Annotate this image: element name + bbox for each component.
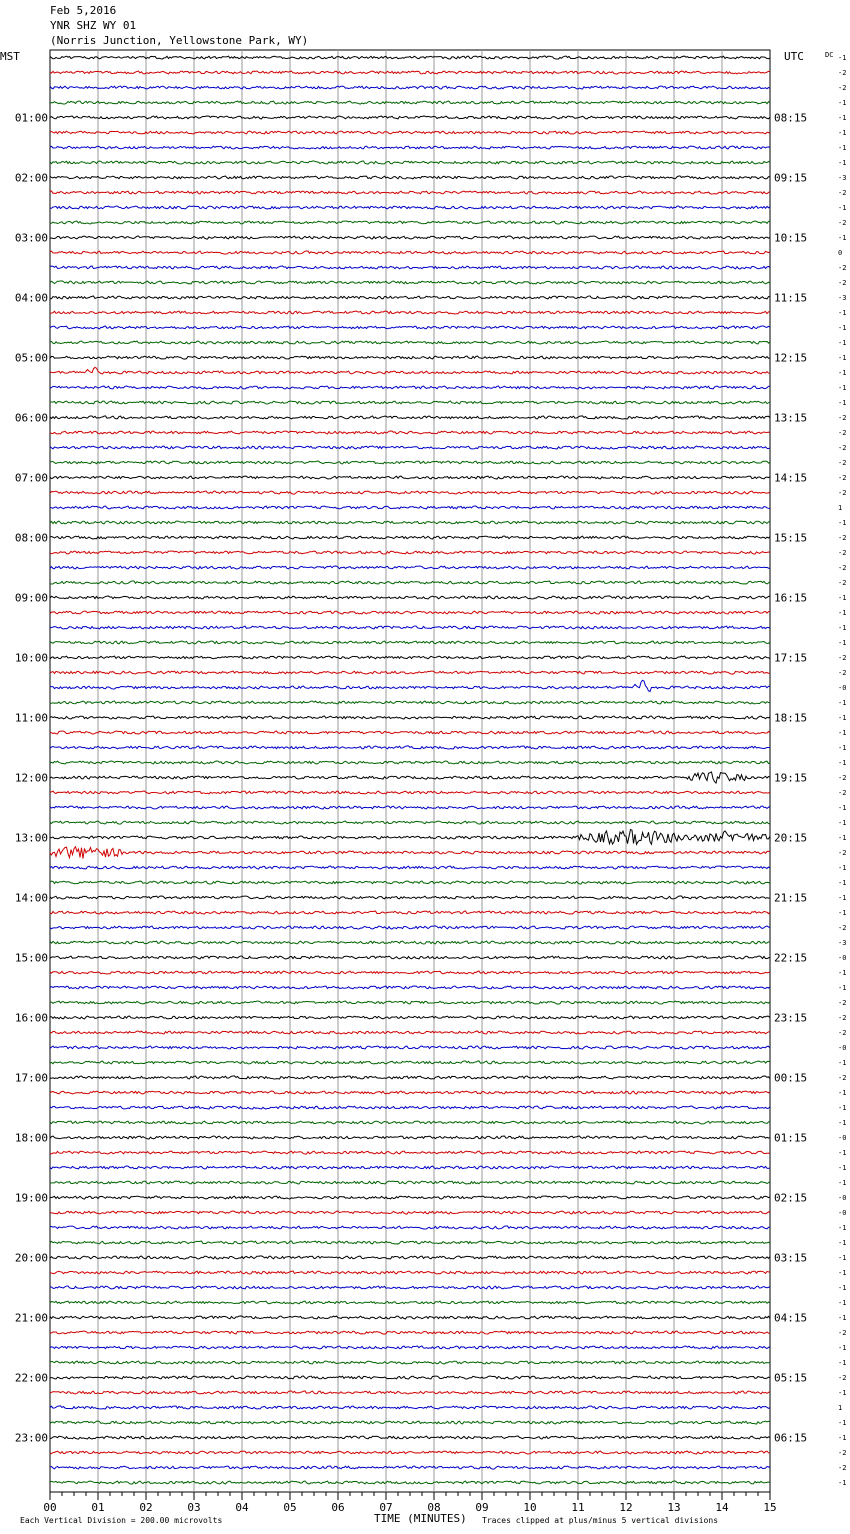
dc-offset-label: -1: [838, 1314, 847, 1322]
trace-row-62: [50, 971, 770, 974]
dc-offset-label: -1: [838, 984, 847, 992]
trace-row-69: [50, 1076, 770, 1079]
dc-offset-label: -1: [838, 909, 847, 917]
dc-offset-label: -1: [838, 864, 847, 872]
mst-hour-label: 01:00: [14, 111, 48, 125]
utc-hour-label: 14:15: [774, 471, 808, 485]
mst-hour-label: 10:00: [14, 651, 48, 665]
dc-offset-label: -1: [838, 729, 847, 737]
mst-hour-label: 21:00: [14, 1311, 48, 1325]
mst-hour-label: 12:00: [14, 771, 48, 785]
utc-hour-label: 04:15: [774, 1311, 808, 1325]
left-axis-label: MST: [0, 50, 20, 63]
dc-offset-label: -1: [838, 894, 847, 902]
dc-offset-label: -1: [838, 309, 847, 317]
x-tick-label: 13: [667, 1501, 681, 1514]
dc-offset-label: -1: [838, 879, 847, 887]
trace-row-2: [50, 71, 770, 74]
dc-offset-label: -1: [838, 1389, 847, 1397]
dc-offset-label: -1: [838, 744, 847, 752]
dc-offset-label: -1: [838, 594, 847, 602]
trace-row-53: [50, 830, 770, 845]
dc-offset-label: -1: [838, 1359, 847, 1367]
dc-offset-label: 1: [838, 504, 843, 512]
time-grid: [50, 50, 770, 1500]
trace-row-12: [50, 221, 770, 224]
x-tick-label: 02: [139, 1501, 153, 1514]
trace-row-23: [50, 386, 770, 389]
trace-row-27: [50, 446, 770, 449]
trace-row-4: [50, 101, 770, 104]
trace-row-8: [50, 161, 770, 164]
mst-hour-label: 05:00: [14, 351, 48, 365]
trace-row-47: [50, 746, 770, 749]
trace-row-26: [50, 431, 770, 434]
trace-row-48: [50, 761, 770, 764]
dc-offset-label: -2: [838, 1014, 847, 1022]
utc-hour-label: 05:15: [774, 1371, 808, 1385]
trace-row-58: [50, 911, 770, 914]
trace-row-49: [50, 772, 770, 783]
dc-offset-label: -3: [838, 294, 847, 302]
trace-row-20: [50, 341, 770, 344]
plot-date: Feb 5,2016: [50, 4, 117, 17]
trace-row-80: [50, 1241, 770, 1244]
trace-row-6: [50, 131, 770, 134]
utc-hour-label: 12:15: [774, 351, 808, 365]
x-tick-label: 09: [475, 1501, 489, 1514]
trace-row-51: [50, 806, 770, 809]
trace-row-83: [50, 1286, 770, 1289]
utc-hour-label: 19:15: [774, 771, 808, 785]
x-tick-label: 01: [91, 1501, 105, 1514]
dc-offset-label: -1: [838, 234, 847, 242]
mst-hour-label: 07:00: [14, 471, 48, 485]
trace-row-25: [50, 416, 770, 419]
dc-offset-label: -1: [838, 324, 847, 332]
trace-row-90: [50, 1391, 770, 1394]
mst-hour-label: 02:00: [14, 171, 48, 185]
trace-row-42: [50, 671, 770, 674]
seismic-traces: [50, 56, 770, 1484]
dc-offset-label: -1: [838, 519, 847, 527]
dc-offset-label: -2: [838, 789, 847, 797]
trace-row-85: [50, 1316, 770, 1319]
dc-offset-label: -1: [838, 1299, 847, 1307]
dc-offset-label: -1: [838, 1059, 847, 1067]
dc-offset-label: -0: [838, 1194, 847, 1202]
x-tick-label: 15: [763, 1501, 777, 1514]
dc-offset-label: -2: [838, 534, 847, 542]
trace-row-28: [50, 461, 770, 464]
trace-row-93: [50, 1436, 770, 1439]
dc-offset-label: -0: [838, 684, 847, 692]
utc-hour-label: 13:15: [774, 411, 808, 425]
clip-note: Traces clipped at plus/minus 5 vertical divisions: [482, 1516, 719, 1525]
trace-row-39: [50, 626, 770, 629]
utc-hour-label: 08:15: [774, 111, 808, 125]
dc-offset-label: -1: [838, 714, 847, 722]
mst-hour-label: 03:00: [14, 231, 48, 245]
trace-row-57: [50, 896, 770, 899]
trace-row-92: [50, 1421, 770, 1424]
station-location: (Norris Junction, Yellowstone Park, WY): [50, 34, 309, 47]
dc-offset-label: -1: [838, 339, 847, 347]
dc-offset-label: -0: [838, 1134, 847, 1142]
trace-row-88: [50, 1361, 770, 1364]
dc-offset-label: -2: [838, 219, 847, 227]
dc-offset-label: -2: [838, 69, 847, 77]
trace-row-56: [50, 881, 770, 884]
x-tick-label: 07: [379, 1501, 393, 1514]
dc-offset-label: -1: [838, 759, 847, 767]
utc-hour-label: 00:15: [774, 1071, 808, 1085]
mst-hour-label: 14:00: [14, 891, 48, 905]
dc-offset-label: -1: [838, 1119, 847, 1127]
dc-offset-label: -2: [838, 279, 847, 287]
trace-row-79: [50, 1226, 770, 1229]
utc-hour-label: 16:15: [774, 591, 808, 605]
trace-row-41: [50, 656, 770, 659]
mst-hour-label: 13:00: [14, 831, 48, 845]
trace-row-78: [50, 1211, 770, 1214]
dc-offset-label: -2: [838, 849, 847, 857]
dc-label: DC: [825, 51, 834, 59]
trace-row-77: [50, 1196, 770, 1199]
trace-row-16: [50, 281, 770, 284]
trace-row-64: [50, 1001, 770, 1004]
trace-row-73: [50, 1136, 770, 1139]
utc-hour-label: 15:15: [774, 531, 808, 545]
trace-row-96: [50, 1481, 770, 1484]
trace-row-70: [50, 1091, 770, 1094]
dc-offset-label: -1: [838, 129, 847, 137]
trace-row-5: [50, 116, 770, 119]
dc-offset-label: -2: [838, 579, 847, 587]
dc-offset-label: -0: [838, 1209, 847, 1217]
trace-row-91: [50, 1406, 770, 1409]
dc-offset-label: -2: [838, 549, 847, 557]
trace-row-10: [50, 191, 770, 194]
x-tick-label: 10: [523, 1501, 537, 1514]
dc-offset-label: -1: [838, 144, 847, 152]
dc-offset-label: -2: [838, 1074, 847, 1082]
trace-row-45: [50, 716, 770, 719]
trace-row-84: [50, 1301, 770, 1304]
trace-row-75: [50, 1166, 770, 1169]
mst-hour-label: 16:00: [14, 1011, 48, 1025]
x-tick-label: 14: [715, 1501, 729, 1514]
trace-row-82: [50, 1271, 770, 1274]
dc-offset-label: -1: [838, 1149, 847, 1157]
x-tick-label: 08: [427, 1501, 441, 1514]
dc-offset-label: -1: [838, 1269, 847, 1277]
utc-hour-label: 01:15: [774, 1131, 808, 1145]
utc-hour-label: 23:15: [774, 1011, 808, 1025]
mst-hour-label: 19:00: [14, 1191, 48, 1205]
trace-row-17: [50, 296, 770, 299]
utc-hour-label: 02:15: [774, 1191, 808, 1205]
dc-offset-label: -2: [838, 414, 847, 422]
trace-row-52: [50, 821, 770, 824]
dc-offset-label: -2: [838, 654, 847, 662]
dc-offset-label: -2: [838, 669, 847, 677]
dc-offset-label: -1: [838, 1224, 847, 1232]
dc-offset-label: -1: [838, 1254, 847, 1262]
mst-hour-label: 09:00: [14, 591, 48, 605]
dc-offset-label: -1: [838, 114, 847, 122]
dc-offset-label: -1: [838, 819, 847, 827]
x-tick-label: 11: [571, 1501, 585, 1514]
dc-offset-label: -2: [838, 1029, 847, 1037]
dc-offset-label: -1: [838, 1179, 847, 1187]
x-tick-label: 04: [235, 1501, 249, 1514]
dc-offset-label: -2: [838, 564, 847, 572]
mst-hour-label: 20:00: [14, 1251, 48, 1265]
trace-row-7: [50, 146, 770, 149]
trace-row-63: [50, 986, 770, 989]
trace-row-60: [50, 941, 770, 944]
trace-row-38: [50, 611, 770, 614]
trace-row-61: [50, 956, 770, 959]
trace-row-72: [50, 1121, 770, 1124]
utc-hour-label: 21:15: [774, 891, 808, 905]
dc-offset-label: -2: [838, 429, 847, 437]
dc-offset-label: -2: [838, 84, 847, 92]
trace-row-81: [50, 1256, 770, 1259]
dc-offset-label: -1: [838, 639, 847, 647]
dc-offset-label: -1: [838, 1434, 847, 1442]
dc-offset-label: -2: [838, 264, 847, 272]
dc-offset-label: -2: [838, 1374, 847, 1382]
trace-row-95: [50, 1466, 770, 1469]
dc-offset-label: -1: [838, 99, 847, 107]
trace-row-15: [50, 266, 770, 269]
trace-row-68: [50, 1061, 770, 1064]
dc-offset-label: -2: [838, 489, 847, 497]
utc-hour-label: 03:15: [774, 1251, 808, 1265]
dc-offset-label: -1: [838, 1089, 847, 1097]
dc-offset-label: -2: [838, 999, 847, 1007]
x-tick-label: 05: [283, 1501, 297, 1514]
trace-row-29: [50, 476, 770, 479]
dc-offset-label: -1: [838, 624, 847, 632]
dc-offset-label: -2: [838, 774, 847, 782]
dc-offset-label: 0: [838, 249, 843, 257]
mst-hour-label: 17:00: [14, 1071, 48, 1085]
dc-offset-label: -1: [838, 969, 847, 977]
utc-hour-label: 17:15: [774, 651, 808, 665]
trace-row-11: [50, 206, 770, 209]
dc-offset-label: -1: [838, 1239, 847, 1247]
utc-hour-label: 20:15: [774, 831, 808, 845]
station-name: YNR SHZ WY 01: [50, 19, 137, 32]
utc-hour-label: 22:15: [774, 951, 808, 965]
trace-row-37: [50, 596, 770, 599]
trace-row-76: [50, 1181, 770, 1184]
dc-offset-label: 1: [838, 1404, 843, 1412]
trace-row-94: [50, 1451, 770, 1454]
dc-offset-label: -2: [838, 1329, 847, 1337]
trace-row-22: [50, 367, 770, 374]
dc-offset-label: -1: [838, 384, 847, 392]
utc-hour-label: 09:15: [774, 171, 808, 185]
utc-hour-label: 06:15: [774, 1431, 808, 1445]
trace-row-86: [50, 1331, 770, 1334]
trace-row-32: [50, 521, 770, 524]
trace-row-24: [50, 401, 770, 404]
right-axis-label: UTC: [784, 50, 804, 63]
x-tick-label: 00: [43, 1501, 57, 1514]
utc-hour-label: 11:15: [774, 291, 808, 305]
dc-offset-label: -1: [838, 354, 847, 362]
trace-row-71: [50, 1106, 770, 1109]
trace-row-14: [50, 251, 770, 254]
dc-offset-label: -2: [838, 474, 847, 482]
trace-row-19: [50, 326, 770, 329]
trace-row-31: [50, 506, 770, 509]
trace-row-67: [50, 1046, 770, 1049]
dc-offset-label: -2: [838, 1449, 847, 1457]
dc-offset-label: -2: [838, 1464, 847, 1472]
trace-row-44: [50, 701, 770, 704]
x-tick-label: 06: [331, 1501, 345, 1514]
x-axis-title: TIME (MINUTES): [374, 1512, 467, 1525]
mst-hour-label: 18:00: [14, 1131, 48, 1145]
dc-offset-label: -1: [838, 369, 847, 377]
trace-row-50: [50, 791, 770, 794]
trace-row-89: [50, 1376, 770, 1379]
trace-row-59: [50, 926, 770, 929]
dc-offset-label: -1: [838, 1479, 847, 1487]
dc-offset-label: -3: [838, 174, 847, 182]
mst-hour-label: 23:00: [14, 1431, 48, 1445]
dc-offset-label: -2: [838, 924, 847, 932]
trace-row-66: [50, 1031, 770, 1034]
trace-row-40: [50, 641, 770, 644]
dc-offset-label: -1: [838, 54, 847, 62]
trace-row-30: [50, 491, 770, 494]
utc-hour-label: 10:15: [774, 231, 808, 245]
trace-row-43: [50, 680, 770, 691]
dc-offset-label: -2: [838, 444, 847, 452]
dc-offset-label: -1: [838, 399, 847, 407]
dc-offset-label: -1: [838, 204, 847, 212]
dc-offset-label: -1: [838, 1104, 847, 1112]
trace-row-65: [50, 1016, 770, 1019]
dc-offset-label: -1: [838, 159, 847, 167]
trace-row-35: [50, 566, 770, 569]
dc-offset-label: -3: [838, 939, 847, 947]
dc-offset-label: -0: [838, 1044, 847, 1052]
dc-offset-label: -1: [838, 609, 847, 617]
trace-row-1: [50, 56, 770, 59]
dc-offset-label: -1: [838, 1164, 847, 1172]
trace-row-13: [50, 236, 770, 239]
mst-hour-label: 15:00: [14, 951, 48, 965]
dc-offset-label: -0: [838, 954, 847, 962]
vertical-division-note: Each Vertical Division = 200.00 microvolts: [20, 1516, 223, 1525]
trace-row-21: [50, 356, 770, 359]
trace-row-46: [50, 731, 770, 734]
dc-offset-label: -1: [838, 1344, 847, 1352]
utc-hour-label: 18:15: [774, 711, 808, 725]
mst-hour-label: 04:00: [14, 291, 48, 305]
trace-row-36: [50, 581, 770, 584]
trace-row-34: [50, 551, 770, 554]
trace-row-18: [50, 311, 770, 314]
dc-offset-label: -1: [838, 1419, 847, 1427]
trace-row-74: [50, 1151, 770, 1154]
dc-offset-label: -1: [838, 804, 847, 812]
trace-row-9: [50, 176, 770, 179]
dc-offset-label: -2: [838, 189, 847, 197]
mst-hour-label: 08:00: [14, 531, 48, 545]
trace-row-55: [50, 866, 770, 869]
trace-row-3: [50, 86, 770, 89]
trace-row-87: [50, 1346, 770, 1349]
mst-hour-label: 22:00: [14, 1371, 48, 1385]
x-tick-label: 03: [187, 1501, 201, 1514]
trace-row-54: [50, 847, 770, 859]
mst-hour-label: 11:00: [14, 711, 48, 725]
dc-offset-label: -1: [838, 834, 847, 842]
dc-offset-label: -1: [838, 699, 847, 707]
trace-row-33: [50, 536, 770, 539]
dc-offset-label: -2: [838, 459, 847, 467]
x-tick-label: 12: [619, 1501, 633, 1514]
mst-hour-label: 06:00: [14, 411, 48, 425]
dc-offset-label: -1: [838, 1284, 847, 1292]
